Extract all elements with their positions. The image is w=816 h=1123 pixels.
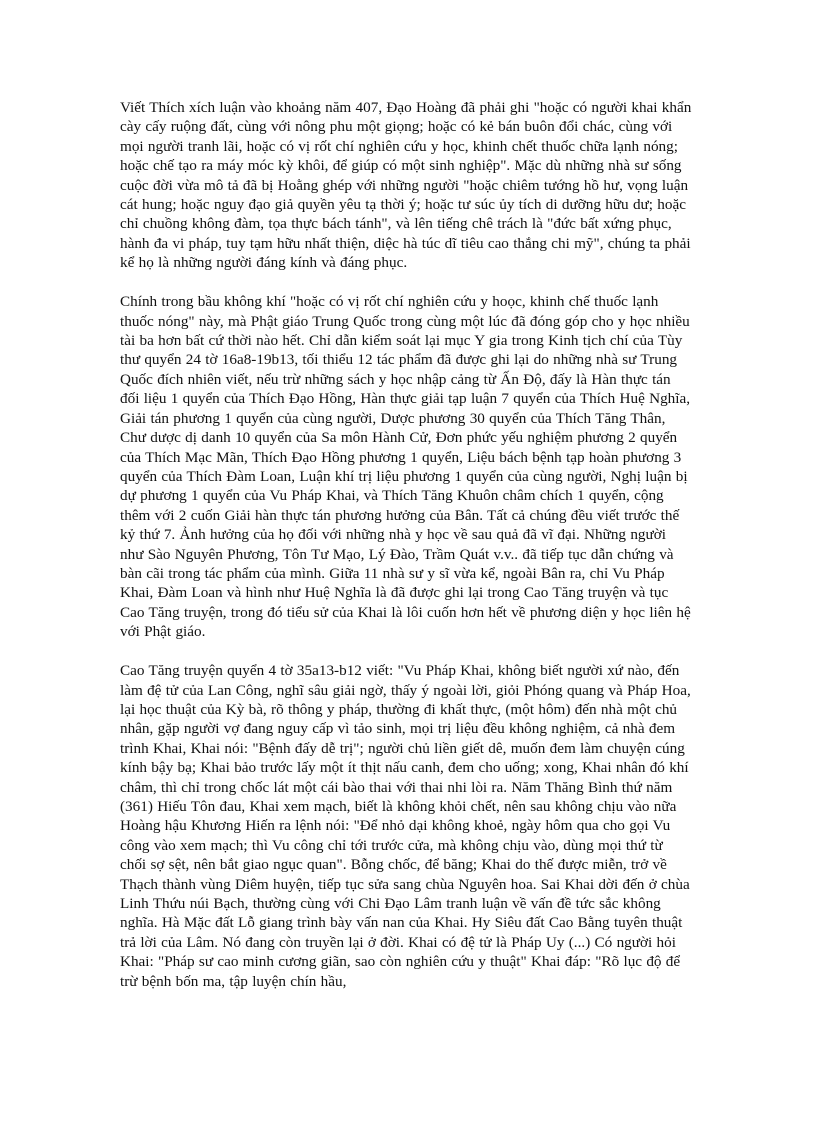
paragraph-3: Cao Tăng truyện quyển 4 tờ 35a13-b12 viết: "Vu Pháp Khai, không biết người xứ nào, đến làm đệ tử của Lan Công, nghĩ sâu giải ngờ, thấy ý ngoài lời, giỏi Phóng quang và Pháp Hoa, lại học thuật của Kỳ bà, rõ thông y pháp, thường đi khất thực, (một hôm) đến nhà một chủ nhân, gặp người vợ đang nguy cấp vì tảo sinh, mọi trị liệu đều không nghiệm, cả nhà đem trình Khai, Khai nói: "Bệnh đấy dễ trị"; người chủ liền giết dê, muốn đem làm chuyện cúng kính bậy bạ; Khai bảo trước lấy một ít thịt nấu canh, đem cho uống; xong, Khai nhân đó khí châm, thì chỉ trong chốc lát một cái bào thai với thai nhi lòi ra. Năm Thăng Bình thứ năm (361) Hiếu Tôn đau, Khai xem mạch, biết là không khỏi chết, nên sau không chịu vào nữa Hoàng hậu Khương Hiến ra lệnh nói: "Để nhỏ dại không khoẻ, ngày hôm qua cho gọi Vu công vào xem mạch; thì Vu công chỉ tới trước cửa, mà không chịu vào, dùng mọi thứ từ chối sợ sệt, nên bắt giao ngục quan". Bỗng chốc, để băng; Khai do thế được miễn, trở về Thạch thành vùng Diêm huyện, tiếp tục sửa sang chùa Nguyên hoa. Sai Khai dời đến ở chùa Linh Thứu núi Bạch, thường cùng với Chi Đạo Lâm tranh luận về vấn đề tức sắc không nghĩa. Hà Mặc đất Lỗ giang trình bày vấn nan của Khai. Hy Siêu đất Cao Bằng tuyên thuật trả lời của Lâm. Nó đang còn truyền lại ở đời. Khai có đệ tử là Pháp Uy (...) Có người hỏi Khai: "Pháp sư cao minh cương giãn, sao còn nghiên cứu y thuật" Khai đáp: "Rõ lục độ để trừ bệnh bốn ma, tập luyện chín hầu, <box>120 662 691 990</box>
document-page <box>120 98 692 1011</box>
paragraph-1: Viết Thích xích luận vào khoảng năm 407, Đạo Hoàng đã phải ghi "hoặc có người khai khẩn cày cấy ruộng đất, cùng với nông phu một giọng; hoặc có kẻ bán buôn đổi chác, cùng với mọi người tranh lãi, hoặc có vị rốt chí nghiên cứu y học, khinh chết thuốc chữa lạnh nóng; hoặc chế tạo ra máy móc kỳ khôi, để giúp có một sinh nghiệp". Mặc dù những nhà sư sống cuộc đời vừa mô tả đã bị Hoằng ghép với những người "hoặc chiêm tướng hồ hư, vọng luận cát hung; hoặc nguy đạo giả quyền yêu tạ thời ý; hoặc tư súc ủy tích di dưỡng hữu dư; hoặc chỉ chuồng không đàm, tọa thực bách tánh", và lên tiếng chê trách là "đức bất xứng phục, hành đa vi pháp, tuy tạm hữu nhất thiện, diệc hà túc dĩ tiêu cao thắng chi mỹ", chúng ta phải kể họ là những người đáng kính và đáng phục. <box>120 99 692 272</box>
paragraph-2: Chính trong bầu không khí "hoặc có vị rốt chí nghiên cứu y hoọc, khinh chế thuốc lạnh thuốc nóng" này, mà Phật giáo Trung Quốc trong cùng một lúc đã đóng góp cho y học nhiều tài ba hơn bất cứ thời nào hết. Chỉ dẫn kiểm soát lại mục Y gia trong Kinh tịch chí của Tùy thư quyển 24 tờ 16a8-19b13, tối thiểu 12 tác phẩm đã được ghi lại do những nhà sư Trung Quốc đích nhiên viết, nếu trừ những sách y học nhập cảng từ Ấn Độ, đấy là Hàn thực tán đối liệu 1 quyển của Thích Đạo Hồng, Hàn thực giải tạp luận 7 quyển của Thích Huệ Nghĩa, Giải tán phương 1 quyển của cùng người, Dược phương 30 quyển của Thích Tăng Thân, Chư dược dị danh 10 quyển của Sa môn Hành Cử, Đơn phức yếu nghiệm phương 2 quyển của Thích Mạc Mãn, Thích Đạo Hồng phương 1 quyển, Liệu bách bệnh tạp hoàn phương 3 quyển của Thích Đàm Loan, Luận khí trị liệu phương 1 quyển của cùng người, Nghị luận bị dự phương 1 quyển của Vu Pháp Khai, và Thích Tăng Khuôn châm chích 1 quyển, cộng thêm với 2 cuốn Giải hàn thực tán phương hưởng của Bân. Tất cả chúng đều viết trước thế kỷ thứ 7. Ảnh hưởng của họ đối với những nhà y học về sau quả đã vĩ đại. Những người như Sào Nguyên Phương, Tôn Tư Mạo, Lý Đào, Trầm Quát v.v.. đã tiếp tục dẫn chứng và bàn cãi trong tác phẩm của mình. Giữa 11 nhà sư y sĩ vừa kể, ngoài Bân ra, chỉ Vu Pháp Khai, Đàm Loan và hình như Huệ Nghĩa là đã được ghi lại trong Cao Tăng truyện và tục Cao Tăng truyện, trong đó tiểu sử của Khai là lôi cuốn hơn hết về phương diện y học liên hệ với Phật giáo. <box>120 293 691 641</box>
